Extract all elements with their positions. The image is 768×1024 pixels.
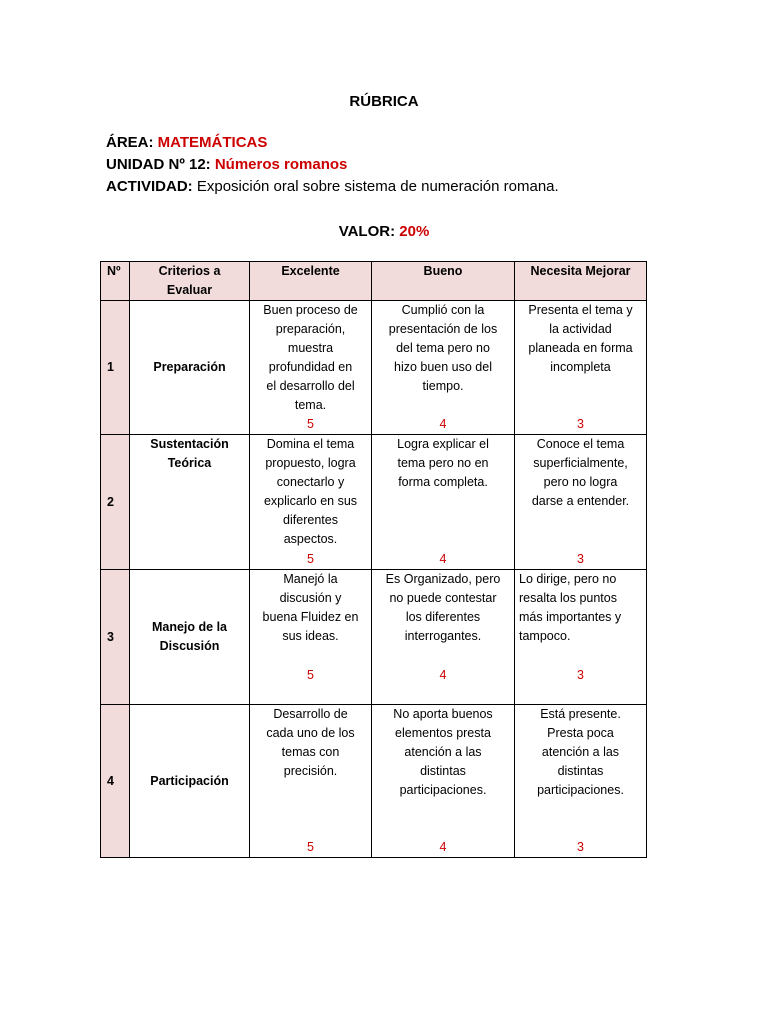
table-row [101, 301, 647, 435]
excelente-score: 5 [307, 840, 314, 854]
unidad-value: Números romanos [214, 156, 348, 173]
necesita-score: 3 [577, 840, 584, 854]
actividad-label: ACTIVIDAD: [106, 178, 193, 195]
necesita-description: Está presente. Presta poca atención a las distintas participaciones. [537, 707, 624, 797]
row-number: 3 [101, 570, 130, 705]
bueno-score: 4 [439, 552, 447, 566]
area-label: ÁREA: [106, 134, 154, 151]
row-criterio: Manejo de la Discusión [130, 570, 250, 705]
excelente-score: 5 [307, 417, 314, 431]
excelente-cell [250, 301, 372, 435]
row-criterio: Participación [130, 705, 250, 858]
table-row [101, 435, 647, 570]
necesita-cell [515, 435, 647, 570]
bueno-cell [372, 570, 515, 705]
necesita-description: Conoce el tema superficialmente, pero no logra darse a entender. [531, 437, 630, 508]
header-criterios: Criterios a Evaluar [130, 262, 250, 301]
necesita-score: 3 [577, 668, 584, 682]
header-bueno: Bueno [372, 262, 515, 301]
bueno-cell [372, 435, 515, 570]
bueno-description: Es Organizado, pero no puede contestar los diferentes interrogantes. [385, 572, 501, 643]
table-header-row [101, 262, 647, 301]
row-number: 4 [101, 705, 130, 858]
excelente-cell [250, 705, 372, 858]
table-row [101, 705, 647, 858]
row-criterio: Sustentación Teórica [130, 435, 250, 570]
unidad-label: UNIDAD Nº 12: [106, 156, 211, 173]
area-line [106, 134, 267, 151]
document-title: RÚBRICA [349, 93, 419, 110]
bueno-description: No aporta buenos elementos presta atención a las distintas participaciones. [393, 707, 493, 797]
row-number: 2 [101, 435, 130, 570]
bueno-description: Logra explicar el tema pero no en forma completa. [397, 437, 489, 489]
bueno-description: Cumplió con la presentación de los del tema pero no hizo buen uso del tiempo. [388, 303, 498, 393]
rubric-table [100, 261, 647, 858]
excelente-description: Desarrollo de cada uno de los temas con precisión. [266, 707, 355, 778]
row-number: 1 [101, 301, 130, 435]
necesita-description: Lo dirige, pero no resalta los puntos más importantes y tampoco. [519, 572, 622, 643]
valor-line [0, 223, 768, 240]
unidad-line [106, 156, 347, 173]
valor-value: 20% [399, 223, 430, 240]
excelente-cell [250, 435, 372, 570]
necesita-cell [515, 570, 647, 705]
bueno-score: 4 [439, 417, 447, 431]
excelente-description: Domina el tema propuesto, logra conectarlo y explicarlo en sus diferentes aspectos. [263, 437, 358, 546]
row-criterio: Preparación [130, 301, 250, 435]
actividad-line [106, 178, 559, 195]
header-number: Nº [101, 262, 130, 301]
necesita-cell [515, 301, 647, 435]
area-value: MATEMÁTICAS [157, 134, 268, 151]
header-necesita-mejorar: Necesita Mejorar [515, 262, 647, 301]
valor-label: VALOR: [338, 223, 396, 240]
necesita-score: 3 [577, 552, 584, 566]
necesita-description: Presenta el tema y la actividad planeada en forma incompleta [528, 303, 633, 374]
excelente-score: 5 [307, 552, 314, 566]
excelente-description: Manejó la discusión y buena Fluidez en sus ideas. [262, 572, 359, 643]
bueno-score: 4 [439, 668, 447, 682]
excelente-cell [250, 570, 372, 705]
bueno-score: 4 [439, 840, 447, 854]
bueno-cell [372, 705, 515, 858]
bueno-cell [372, 301, 515, 435]
necesita-score: 3 [577, 417, 584, 431]
excelente-score: 5 [307, 668, 314, 682]
necesita-cell [515, 705, 647, 858]
header-excelente: Excelente [250, 262, 372, 301]
excelente-description: Buen proceso de preparación, muestra profundidad en el desarrollo del tema. [263, 303, 358, 412]
table-row [101, 570, 647, 705]
actividad-value: Exposición oral sobre sistema de numeración romana. [196, 178, 559, 195]
